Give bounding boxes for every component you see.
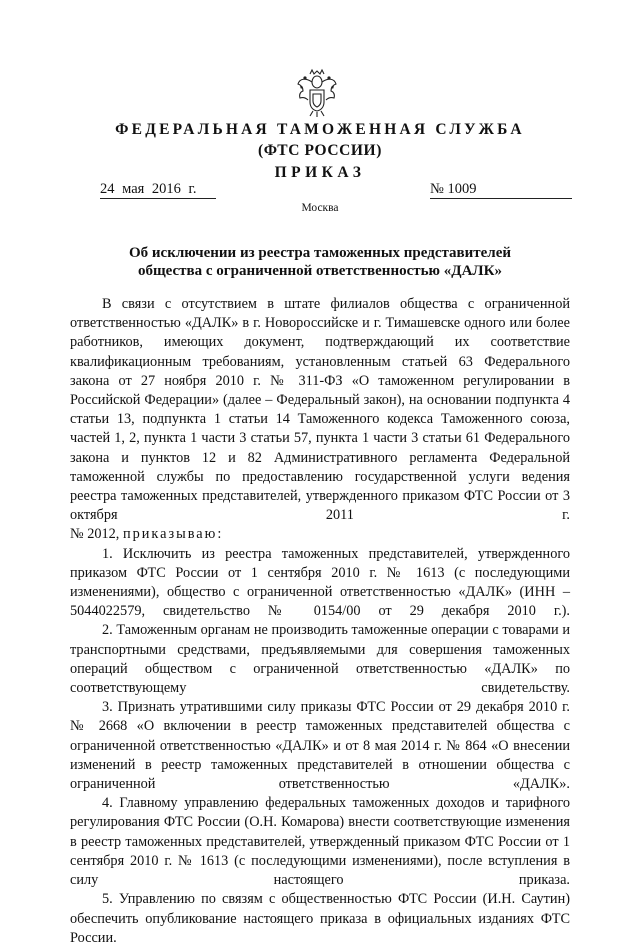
- preamble-paragraph: [70, 295, 570, 525]
- text-line: № 2668 «О включении в реестр таможенных представителей общества: [70, 718, 555, 735]
- item-2: [70, 621, 570, 698]
- text-line: подпункта 1 статьи 14 Таможенного кодекса Таможенного союза, частей 1, 2,: [70, 411, 571, 447]
- text-line: 4. Главному управлению федеральных таможенных доходов и тарифного: [102, 795, 570, 812]
- text-line: представителей, утвержденного приказом ФТС России от 3 октября 2011 г.: [70, 488, 570, 524]
- text-line: ФТС России.: [70, 910, 570, 946]
- text-line: регулирования ФТС России (О.Н. Комарова) внести соответствующие изменения: [70, 814, 570, 831]
- text-line: с ограниченной ответственностью «ДАЛК» и от 8 мая 2014 г. № 864 «О внесении: [70, 718, 570, 754]
- text-line: в силу настоящего приказа.: [70, 852, 570, 889]
- text-line: работников, имеющих документ, подтверждающий их соответствие: [70, 334, 570, 351]
- text-line: пункта 1 части 3 статьи 57, пункта 1 части 3 статьи 61 Федерального закона: [70, 430, 570, 466]
- text-line: (ИНН – 5044022579, свидетельство № 0154/00 от 29 декабря 2010 г.).: [70, 584, 570, 620]
- coat-of-arms-icon: [296, 68, 338, 118]
- item-4: [70, 794, 570, 890]
- text-line: ответственностью «ДАЛК» в г. Новороссийске и г. Тимашевске одного или более: [70, 315, 570, 332]
- text-line: 3. Признать утратившими силу приказы ФТС России от 29 декабря 2010 г.: [102, 699, 570, 716]
- text-line: и транспортными средствами, предъявляемыми для совершения таможенных: [70, 622, 570, 658]
- text-line: 5. Управлению по связям с общественностью ФТС России (И.Н. Саутин): [102, 891, 570, 908]
- text-line: службы по предоставлению государственной услуги ведения реестра таможенных: [70, 468, 570, 505]
- text-line: изменений в реестр таможенных представителей в отношении общества: [70, 756, 555, 773]
- text-line: и пунктов 12 и 82 Административного регламента Федеральной таможенной: [70, 449, 570, 485]
- text-line: № 2012,: [70, 526, 120, 543]
- agency-abbreviation: (ФТС РОССИИ): [258, 142, 382, 159]
- text-line: в реестр таможенных представителей, утвержденный приказом ФТС России: [70, 833, 542, 850]
- text-line: 1. Исключить из реестра таможенных представителей, утвержденного: [102, 545, 570, 562]
- text-line: 2. Таможенным органам не производить таможенные операции с товарами: [102, 622, 559, 639]
- text-line: с ограниченной ответственностью «ДАЛК».: [70, 756, 570, 793]
- order-line: [70, 525, 570, 544]
- text-line: квалификационным требованиям, установленным статьей 63 Федерального закона: [70, 353, 570, 389]
- text-line: Федерации» (далее – Федеральный закон), на основании подпункта 4 статьи 13,: [70, 392, 571, 428]
- item-1: [70, 545, 570, 622]
- document-title: [60, 244, 580, 280]
- title-line: Об исключении из реестра таможенных представителей: [128, 245, 512, 261]
- text-line: по соответствующему свидетельству.: [70, 660, 570, 697]
- city: Москва: [301, 202, 339, 214]
- text-line: В связи с отсутствием в штате филиалов общества с ограниченной: [102, 296, 570, 312]
- item-5: [70, 890, 570, 948]
- order-date: 24 мая 2016 г.: [100, 181, 216, 199]
- text-line: от 27 ноября 2010 г. № 311-ФЗ «О таможенном регулировании в Российской: [70, 372, 570, 409]
- text-line: приказом ФТС России от 1 сентября 2010 г. № 1613 (с последующими: [70, 564, 570, 581]
- order-number: № 1009: [430, 181, 572, 199]
- item-3: [70, 698, 570, 794]
- order-word: приказываю:: [122, 526, 224, 543]
- text-line: изменениями), общество с ограниченной ответственностью «ДАЛК»: [70, 584, 512, 601]
- document-body: [70, 295, 570, 948]
- text-line: от 1 сентября 2010 г. № 1613 (с последующими изменениями), после вступления: [70, 833, 570, 869]
- agency-name: ФЕДЕРАЛЬНАЯ ТАМОЖЕННАЯ СЛУЖБА: [115, 121, 525, 138]
- title-line: общества с ограниченной ответственностью «ДАЛК»: [138, 263, 502, 279]
- text-line: обеспечить опубликование настоящего приказа в официальных изданиях: [70, 910, 535, 927]
- document-type: ПРИКАЗ: [274, 164, 366, 181]
- text-line: операций обществом с ограниченной ответственностью «ДАЛК»: [70, 660, 538, 677]
